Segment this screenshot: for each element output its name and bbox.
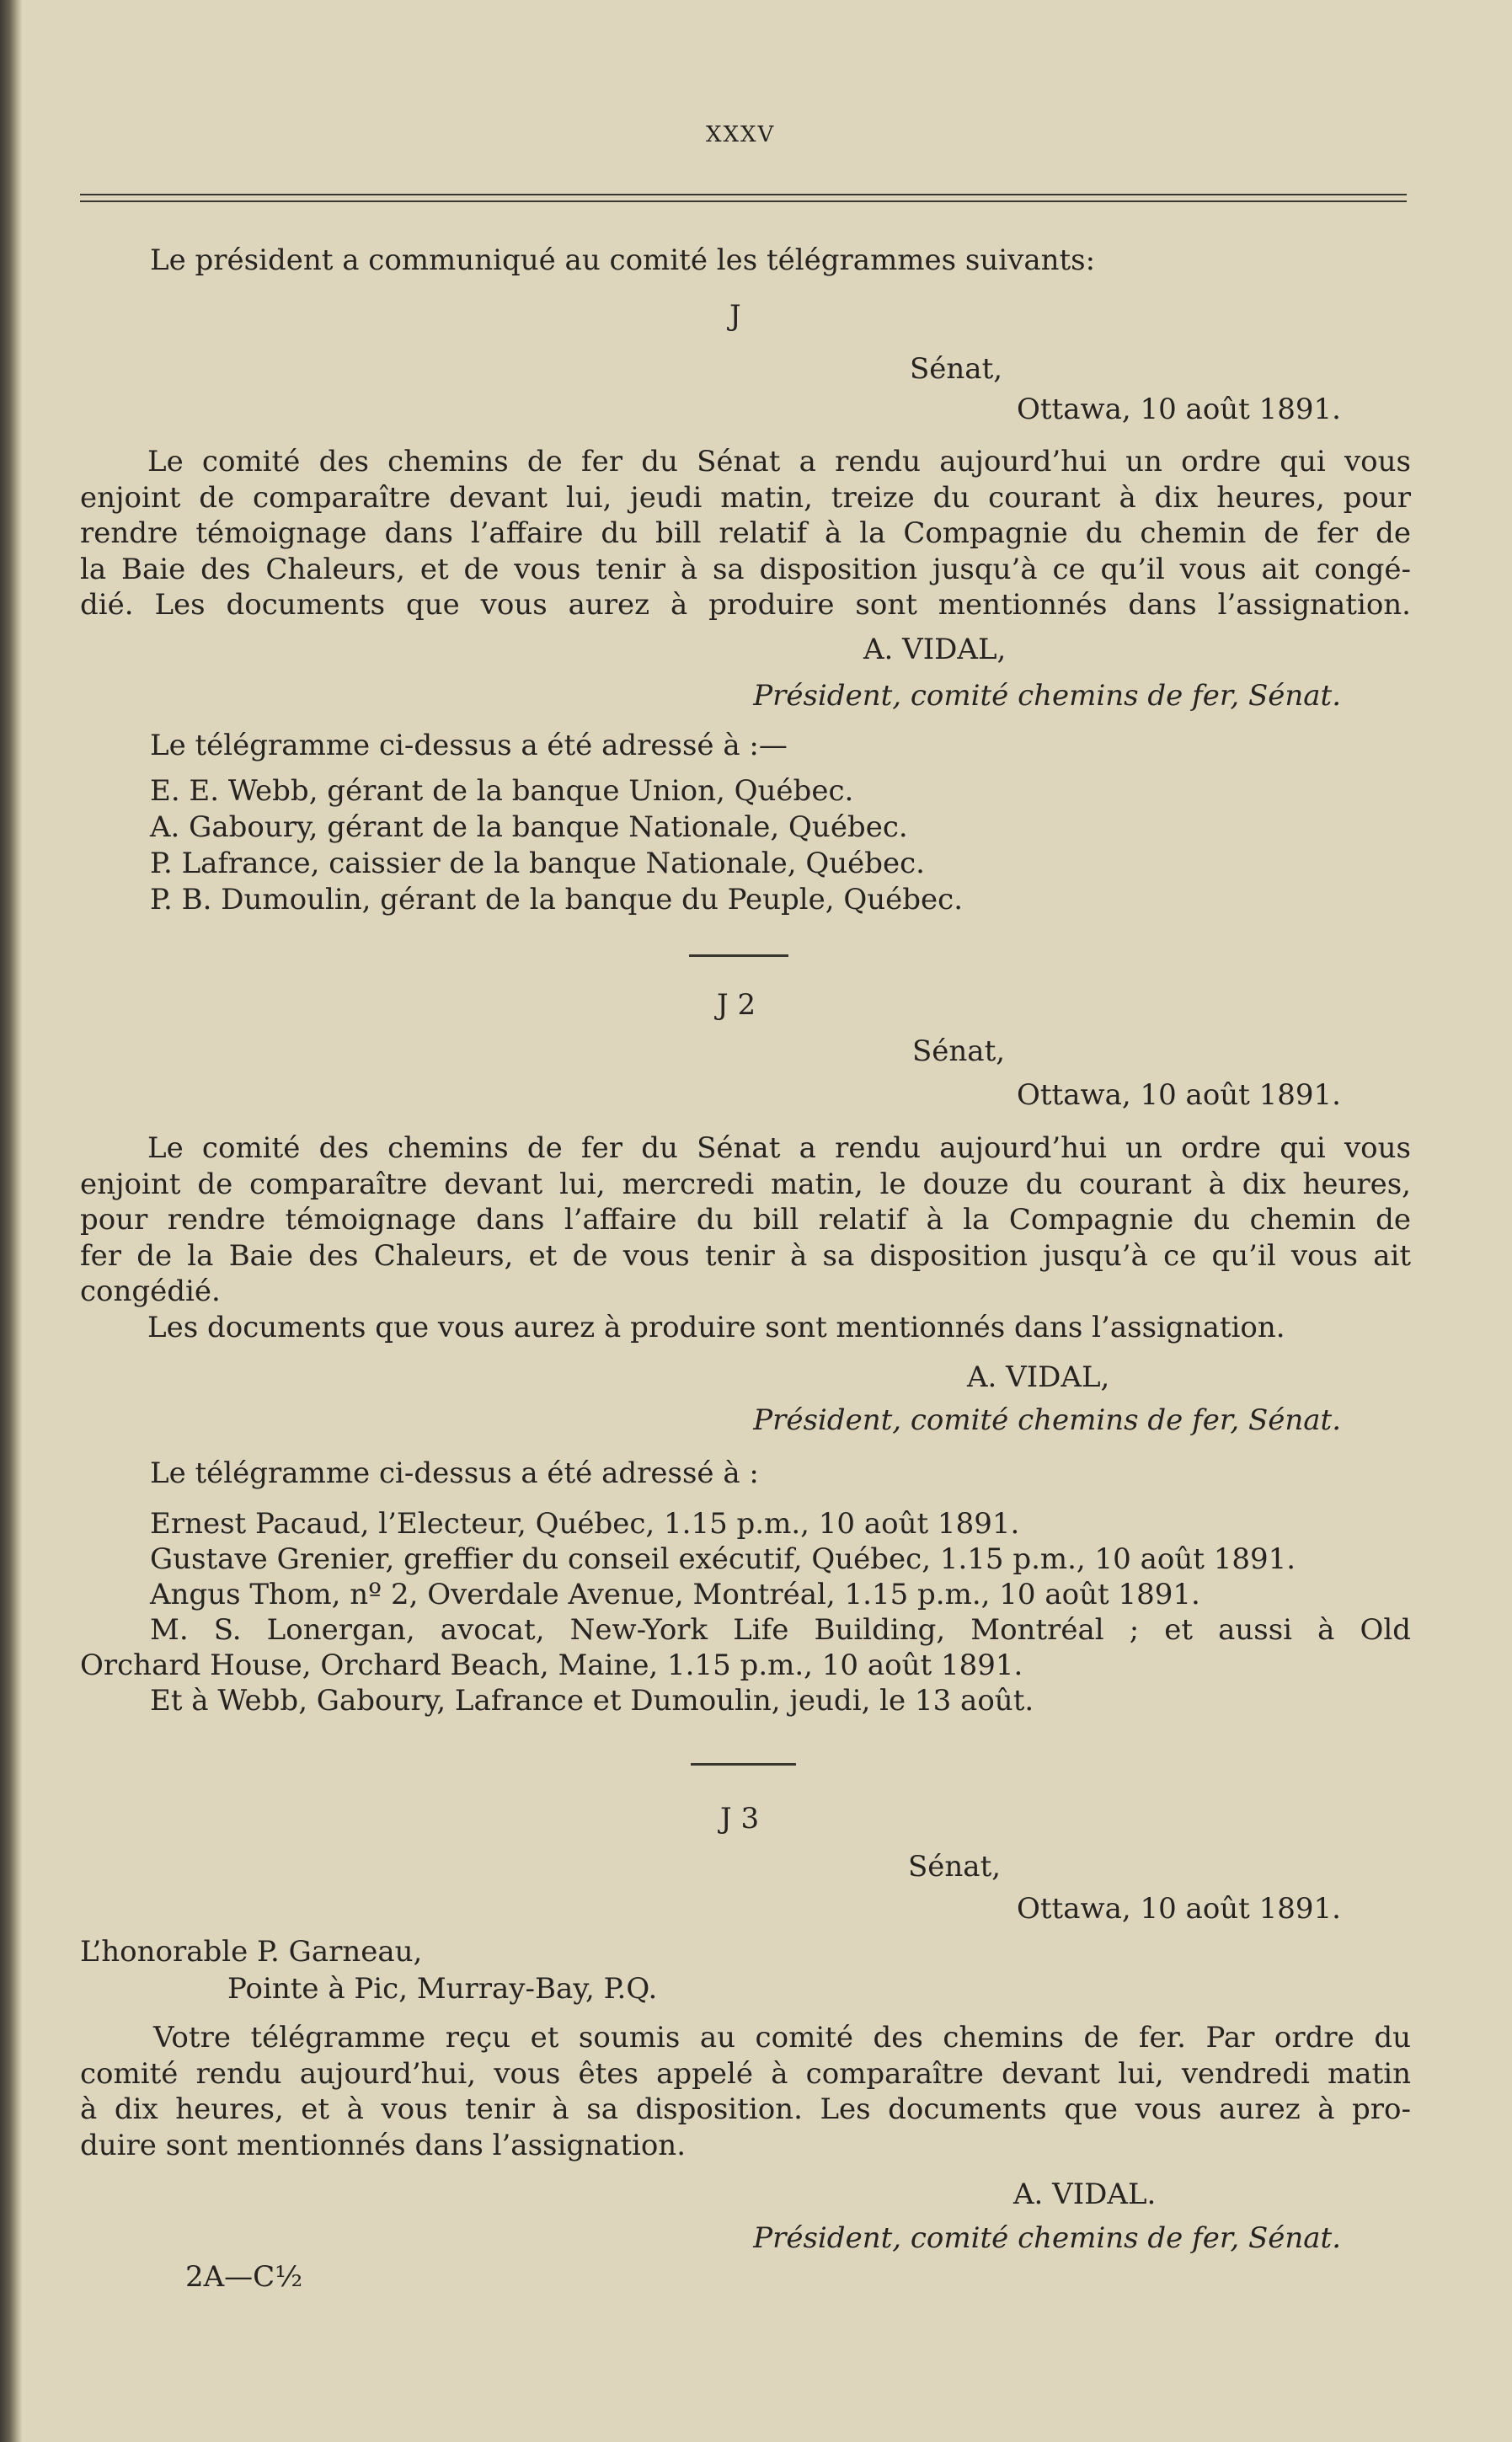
telegram-body (80, 444, 1411, 623)
body-line: à dix heures, et à vous tenir à sa disposition. Les documents que vous aurez à pro- (80, 2092, 1411, 2126)
recipient-line: M. S. Lonergan, avocat, New-York Life Building, Montréal ; et aussi à Old (150, 1613, 1411, 1647)
telegram-sender: Sénat, (912, 1034, 1006, 1068)
body-line: enjoint de comparaître devant lui, mercredi matin, le douze du courant à dix heures, (80, 1167, 1411, 1201)
recipient-line: E. E. Webb, gérant de la banque Union, Québec. (150, 774, 854, 808)
signature-title: Président, comité chemins de fer, Sénat. (753, 1403, 1341, 1437)
telegram-label: J 3 (720, 1802, 760, 1836)
recipient-line: A. Gaboury, gérant de la banque Nationale, Québec. (150, 810, 908, 844)
signature: A. VIDAL, (863, 633, 1007, 666)
footer-signature-mark: 2A—C½ (185, 2260, 303, 2294)
recipient-line: Orchard House, Orchard Beach, Maine, 1.15 p.m., 10 août 1891. (80, 1648, 1023, 1682)
body-line: Votre télégramme reçu et soumis au comité des chemins de fer. Par ordre du (153, 2021, 1411, 2055)
telegram-sender: Sénat, (908, 1850, 1002, 1884)
body-line: Le comité des chemins de fer du Sénat a rendu aujourd’hui un ordre qui vous (147, 1131, 1411, 1165)
header-rule-top (80, 194, 1407, 195)
section-divider (689, 954, 788, 957)
recipient-line: P. B. Dumoulin, gérant de la banque du Peuple, Québec. (150, 883, 964, 916)
body-line: rendre témoignage dans l’affaire du bill relatif à la Compagnie du chemin de fer de (80, 516, 1411, 550)
telegram-label: J (729, 299, 741, 333)
addressee-name: L’honorable P. Garneau, (80, 1935, 423, 1969)
signature: A. VIDAL. (1013, 2177, 1157, 2211)
signature: A. VIDAL, (967, 1360, 1110, 1394)
signature-title: Président, comité chemins de fer, Sénat. (753, 2221, 1341, 2255)
recipient-line: Gustave Grenier, greffier du conseil exécutif, Québec, 1.15 p.m., 10 août 1891. (150, 1542, 1296, 1576)
header-rule-bottom (80, 200, 1407, 202)
telegram-body (80, 2020, 1411, 2163)
addressee-place: Pointe à Pic, Murray-Bay, P.Q. (227, 1972, 658, 2006)
body-line: duire sont mentionnés dans l’assignation. (80, 2128, 686, 2162)
body-line: comité rendu aujourd’hui, vous êtes appelé à comparaître devant lui, vendredi matin (80, 2056, 1411, 2091)
body-line: Les documents que vous aurez à produire sont mentionnés dans l’assignation. (147, 1310, 1285, 1344)
body-line: enjoint de comparaître devant lui, jeudi matin, treize du courant à dix heures, pour (80, 480, 1411, 515)
recipient-line: Ernest Pacaud, l’Electeur, Québec, 1.15 p.m., 10 août 1891. (150, 1507, 1020, 1541)
body-line: dié. Les documents que vous aurez à produire sont mentionnés dans l’assignation. (80, 588, 1411, 622)
intro-text: Le président a communiqué au comité les télégrammes suivants: (150, 243, 1096, 277)
body-line: congédié. (80, 1274, 221, 1308)
body-line: la Baie des Chaleurs, et de vous tenir à sa disposition jusqu’à ce qu’il vous ait congé- (80, 552, 1411, 586)
telegram-label: J 2 (717, 988, 756, 1022)
body-line: fer de la Baie des Chaleurs, et de vous tenir à sa disposition jusqu’à ce qu’il vous ait (80, 1238, 1411, 1273)
recipient-line: P. Lafrance, caissier de la banque Nationale, Québec. (150, 847, 925, 880)
telegram-place-date: Ottawa, 10 août 1891. (1017, 1892, 1341, 1926)
section-divider (691, 1763, 796, 1766)
telegram-place-date: Ottawa, 10 août 1891. (1017, 1078, 1341, 1112)
recipient-line: Angus Thom, nº 2, Overdale Avenue, Montréal, 1.15 p.m., 10 août 1891. (150, 1578, 1200, 1611)
recipient-line: Et à Webb, Gaboury, Lafrance et Dumoulin, jeudi, le 13 août. (150, 1684, 1034, 1718)
body-line: pour rendre témoignage dans l’affaire du bill relatif à la Compagnie du chemin de (80, 1203, 1411, 1237)
signature-title: Président, comité chemins de fer, Sénat. (753, 679, 1341, 713)
telegram-place-date: Ottawa, 10 août 1891. (1017, 393, 1341, 426)
telegram-sender: Sénat, (910, 352, 1003, 386)
page-number: XXXV (706, 122, 776, 147)
telegram-body (80, 1130, 1411, 1345)
addressed-intro: Le télégramme ci-dessus a été adressé à : (150, 1456, 759, 1490)
addressed-intro: Le télégramme ci-dessus a été adressé à :— (150, 729, 788, 762)
body-line: Le comité des chemins de fer du Sénat a rendu aujourd’hui un ordre qui vous (147, 445, 1411, 478)
